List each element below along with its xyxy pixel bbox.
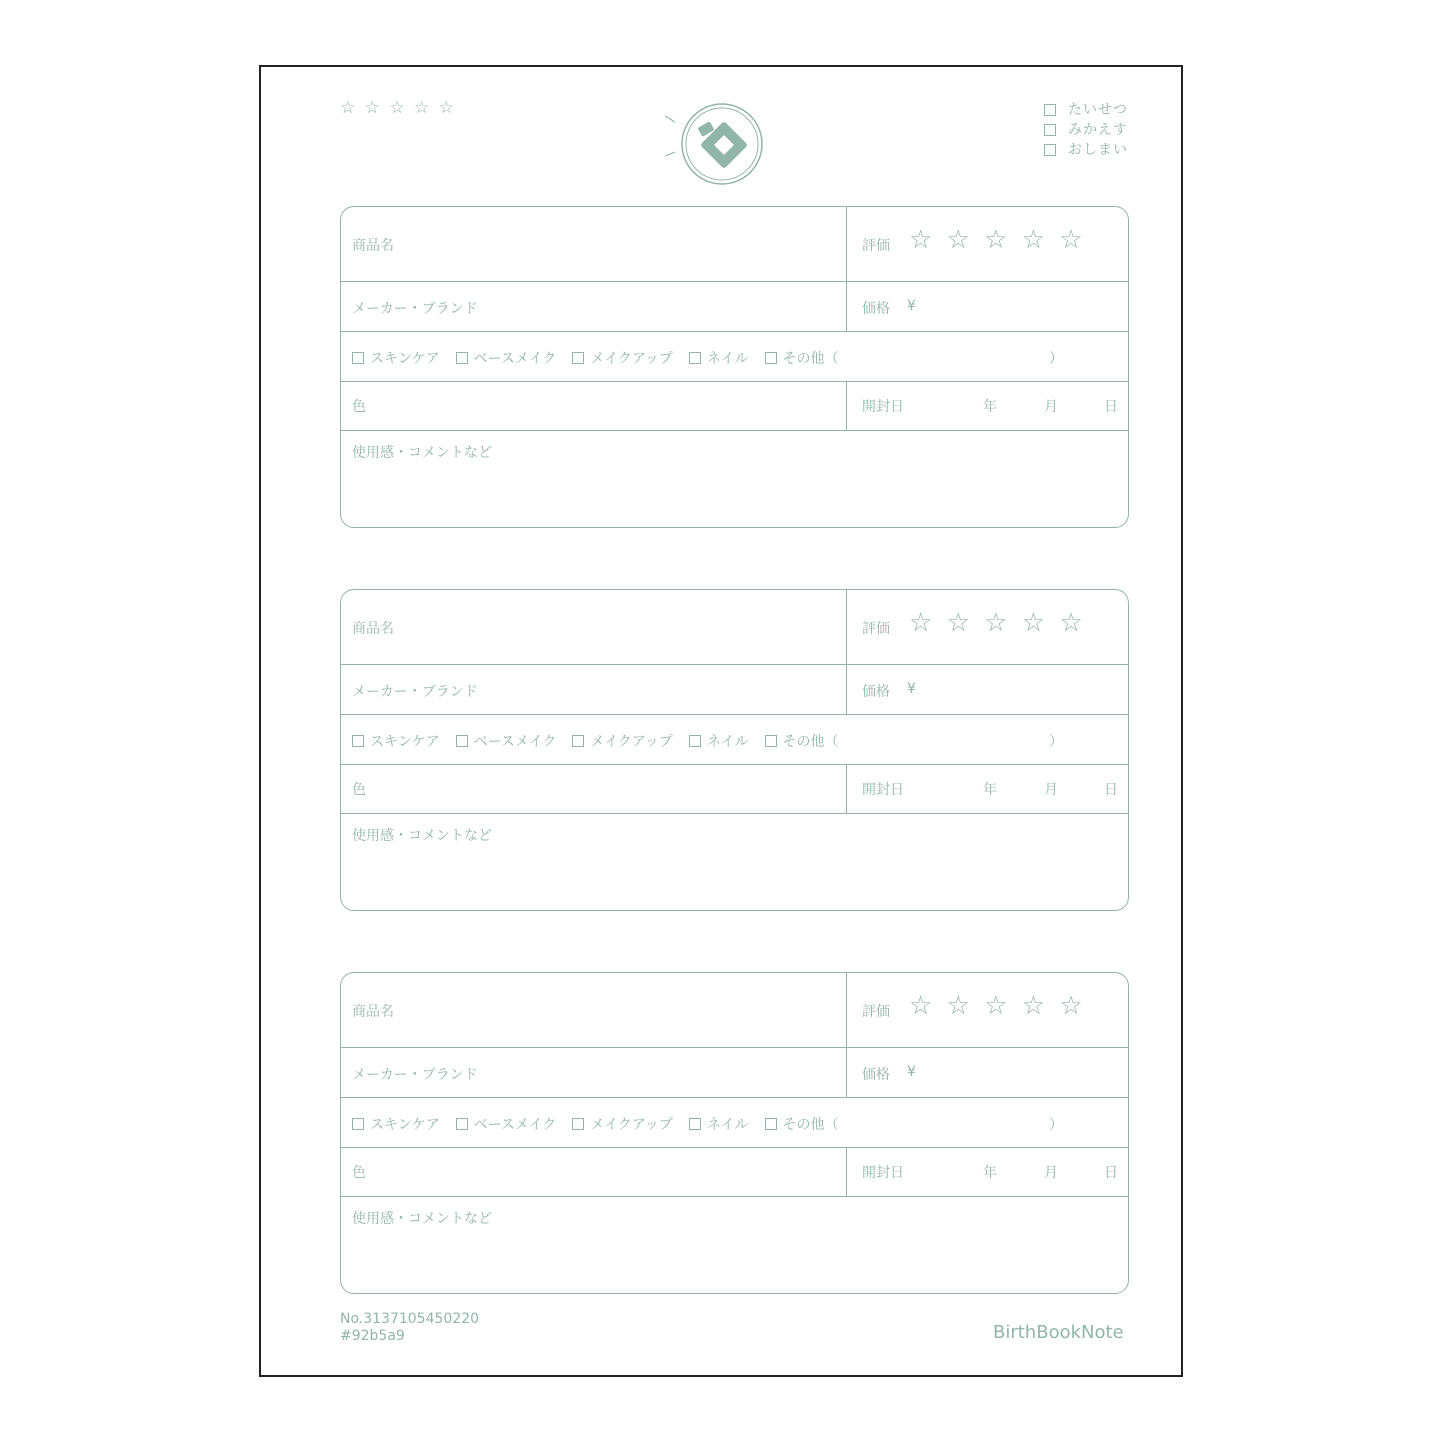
divider (846, 590, 847, 715)
category-label: メイクアップ (590, 734, 673, 750)
month-label: 月 (1044, 399, 1058, 415)
day-label: 日 (1104, 399, 1118, 415)
checkbox[interactable] (1044, 124, 1056, 136)
star-icon[interactable]: ☆ (984, 991, 1011, 1021)
card-row-color (341, 1148, 1128, 1197)
checkbox[interactable] (352, 352, 364, 364)
year-label: 年 (983, 399, 997, 415)
yen-symbol: ¥ (907, 1064, 916, 1080)
checkbox[interactable] (352, 735, 364, 747)
price-label: 価格 (862, 684, 890, 700)
category-skincare[interactable] (352, 731, 440, 751)
checkbox[interactable] (456, 352, 468, 364)
category-label: ネイル (706, 1117, 749, 1133)
opened-date-label: 開封日 (862, 1165, 904, 1181)
other-close-paren: ） (1049, 351, 1063, 367)
category-label: スキンケア (370, 734, 440, 750)
product-name-label: 商品名 (352, 238, 394, 254)
divider (846, 1148, 847, 1197)
status-option-important[interactable] (1044, 100, 1128, 120)
category-other[interactable] (765, 1114, 839, 1134)
opened-date-label: 開封日 (862, 399, 904, 415)
comment-label: 使用感・コメントなど (352, 445, 492, 461)
price-label: 価格 (862, 301, 890, 317)
checkbox[interactable] (765, 1118, 777, 1130)
star-icon[interactable]: ☆ (984, 608, 1011, 638)
rating-label: 評価 (862, 238, 890, 254)
category-label: その他（ (782, 734, 839, 750)
category-options (352, 731, 855, 751)
maker-brand-label: メーカー・ブランド (352, 1067, 478, 1083)
checkbox[interactable] (352, 1118, 364, 1130)
status-option-label: みかえす (1068, 122, 1128, 138)
status-option-review[interactable] (1044, 120, 1128, 140)
star-icon[interactable]: ☆ (984, 225, 1011, 255)
yen-symbol: ¥ (907, 681, 916, 697)
checkbox[interactable] (689, 735, 701, 747)
category-base-makeup[interactable] (456, 348, 557, 368)
star-icon[interactable]: ☆ (909, 225, 936, 255)
category-base-makeup[interactable] (456, 1114, 557, 1134)
star-icon[interactable]: ☆ (1059, 225, 1086, 255)
product-name-label: 商品名 (352, 621, 394, 637)
priority-star-icon[interactable]: ☆ (413, 98, 432, 118)
category-label: スキンケア (370, 351, 440, 367)
divider (846, 207, 847, 332)
other-close-paren: ） (1049, 1117, 1063, 1133)
checkbox[interactable] (765, 352, 777, 364)
star-icon[interactable]: ☆ (946, 608, 973, 638)
star-icon[interactable]: ☆ (1021, 225, 1049, 255)
rating-stars[interactable] (909, 225, 1086, 255)
priority-stars[interactable] (340, 98, 456, 118)
color-label: 色 (352, 1165, 366, 1181)
status-option-label: おしまい (1068, 142, 1128, 158)
year-label: 年 (983, 1165, 997, 1181)
cosmetic-record-card (340, 972, 1129, 1294)
rating-label: 評価 (862, 621, 890, 637)
card-row-color (341, 382, 1128, 431)
checkbox[interactable] (456, 735, 468, 747)
category-other[interactable] (765, 348, 839, 368)
category-nail[interactable] (689, 1114, 749, 1134)
star-icon[interactable]: ☆ (909, 991, 936, 1021)
card-row-color (341, 765, 1128, 814)
category-label: ネイル (706, 351, 749, 367)
maker-brand-label: メーカー・ブランド (352, 684, 478, 700)
category-skincare[interactable] (352, 1114, 440, 1134)
category-base-makeup[interactable] (456, 731, 557, 751)
category-label: その他（ (782, 351, 839, 367)
checkbox[interactable] (456, 1118, 468, 1130)
day-label: 日 (1104, 1165, 1118, 1181)
checkbox[interactable] (689, 1118, 701, 1130)
priority-star-icon[interactable]: ☆ (364, 98, 382, 118)
rating-stars[interactable] (909, 608, 1086, 638)
month-label: 月 (1044, 782, 1058, 798)
star-icon[interactable]: ☆ (1059, 991, 1086, 1021)
category-label: メイクアップ (590, 1117, 673, 1133)
category-label: ベースメイク (473, 351, 557, 367)
color-label: 色 (352, 399, 366, 415)
category-makeup[interactable] (572, 1114, 672, 1134)
cosmetic-record-card (340, 206, 1129, 528)
status-option-label: たいせつ (1068, 102, 1128, 118)
month-label: 月 (1044, 1165, 1058, 1181)
star-icon[interactable]: ☆ (1021, 608, 1049, 638)
comment-label: 使用感・コメントなど (352, 1211, 492, 1227)
checkbox[interactable] (765, 735, 777, 747)
status-checklist (1044, 100, 1128, 160)
opened-date-label: 開封日 (862, 782, 904, 798)
status-option-finished[interactable] (1044, 140, 1128, 160)
priority-star-icon[interactable]: ☆ (389, 98, 407, 118)
color-label: 色 (352, 782, 366, 798)
price-label: 価格 (862, 1067, 890, 1083)
cosmetic-record-card (340, 589, 1129, 911)
star-icon[interactable]: ☆ (946, 991, 973, 1021)
category-label: その他（ (782, 1117, 839, 1133)
maker-brand-label: メーカー・ブランド (352, 301, 478, 317)
category-label: ベースメイク (473, 1117, 557, 1133)
checkbox[interactable] (1044, 144, 1056, 156)
category-nail[interactable] (689, 731, 749, 751)
yen-symbol: ¥ (907, 298, 916, 314)
category-makeup[interactable] (572, 731, 672, 751)
divider (846, 382, 847, 431)
priority-star-icon[interactable]: ☆ (340, 98, 358, 118)
category-label: スキンケア (370, 1117, 440, 1133)
star-icon[interactable]: ☆ (1021, 991, 1049, 1021)
stamp-logo-icon (663, 102, 765, 188)
star-icon[interactable]: ☆ (1059, 608, 1086, 638)
category-label: メイクアップ (590, 351, 673, 367)
checkbox[interactable] (572, 735, 584, 747)
category-nail[interactable] (689, 348, 749, 368)
footer-info (340, 1311, 479, 1345)
priority-star-icon[interactable]: ☆ (438, 98, 456, 118)
category-options (352, 1114, 855, 1134)
brand-name: BirthBookNote (993, 1322, 1124, 1343)
category-other[interactable] (765, 731, 839, 751)
product-number: No.3137105450220 (340, 1311, 480, 1327)
rating-stars[interactable] (909, 991, 1086, 1021)
star-icon[interactable]: ☆ (946, 225, 973, 255)
other-close-paren: ） (1049, 734, 1063, 750)
checkbox[interactable] (572, 352, 584, 364)
star-icon[interactable]: ☆ (909, 608, 936, 638)
year-label: 年 (983, 782, 997, 798)
category-label: ネイル (706, 734, 749, 750)
color-code: #92b5a9 (340, 1328, 405, 1344)
checkbox[interactable] (689, 352, 701, 364)
checkbox[interactable] (1044, 104, 1056, 116)
category-label: ベースメイク (473, 734, 557, 750)
checkbox[interactable] (572, 1118, 584, 1130)
comment-label: 使用感・コメントなど (352, 828, 492, 844)
day-label: 日 (1104, 782, 1118, 798)
category-makeup[interactable] (572, 348, 672, 368)
divider (846, 973, 847, 1098)
product-name-label: 商品名 (352, 1004, 394, 1020)
category-options (352, 348, 855, 368)
category-skincare[interactable] (352, 348, 440, 368)
rating-label: 評価 (862, 1004, 890, 1020)
divider (846, 765, 847, 814)
